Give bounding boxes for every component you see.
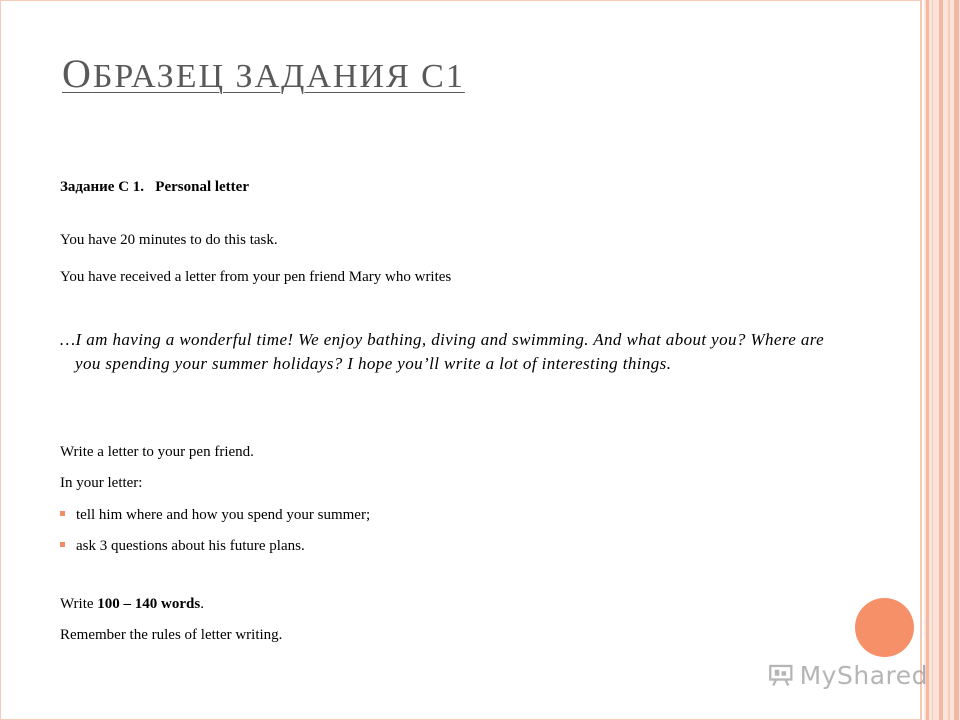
task-title: Personal letter bbox=[155, 179, 249, 195]
frame-top-line bbox=[0, 0, 921, 1]
presentation-board-icon bbox=[768, 660, 794, 690]
decorative-circle bbox=[855, 598, 914, 657]
watermark-text: MyShared bbox=[799, 660, 928, 690]
intro-line-2: You have received a letter from your pen friend Mary who writes bbox=[60, 269, 452, 285]
stripe bbox=[939, 0, 943, 720]
stripe bbox=[954, 0, 959, 720]
title-rest: БРАЗЕЦ ЗАДАНИЯ С1 bbox=[92, 58, 465, 95]
watermark-logo bbox=[768, 655, 928, 695]
in-letter-label: In your letter: bbox=[60, 475, 143, 491]
word-count-suffix: . bbox=[200, 596, 204, 612]
slide-title bbox=[62, 50, 465, 97]
task-heading bbox=[60, 178, 249, 196]
list-item bbox=[60, 506, 370, 524]
decorative-stripes bbox=[924, 0, 960, 720]
title-first-letter: О bbox=[62, 51, 93, 96]
instruction-text: Write a letter to your pen friend. bbox=[60, 444, 254, 460]
intro-line-1: You have 20 minutes to do this task. bbox=[60, 232, 278, 248]
task-prefix: Задание С 1. bbox=[60, 179, 145, 195]
letter-quote: …I am having a wonderful time! We enjoy bathing, diving and swimming. And what about you? Where are you spending your summer holidays? I hope you’ll write a lot of interesting things. bbox=[60, 330, 825, 373]
list-item-text: tell him where and how you spend your summer; bbox=[76, 507, 371, 523]
stripe bbox=[948, 0, 950, 720]
word-count-prefix: Write bbox=[60, 596, 98, 612]
bullet-square-icon bbox=[60, 511, 65, 516]
frame-right-line bbox=[920, 0, 922, 720]
remember-line: Remember the rules of letter writing. bbox=[60, 627, 283, 643]
word-count-bold: 100 – 140 words bbox=[97, 596, 201, 612]
frame-left-line bbox=[0, 0, 1, 720]
bullet-square-icon bbox=[60, 542, 65, 547]
list-item-text: ask 3 questions about his future plans. bbox=[76, 538, 305, 554]
list-item bbox=[60, 537, 305, 555]
word-count-line bbox=[60, 595, 204, 613]
stripe bbox=[926, 0, 929, 720]
stripe bbox=[932, 0, 933, 720]
